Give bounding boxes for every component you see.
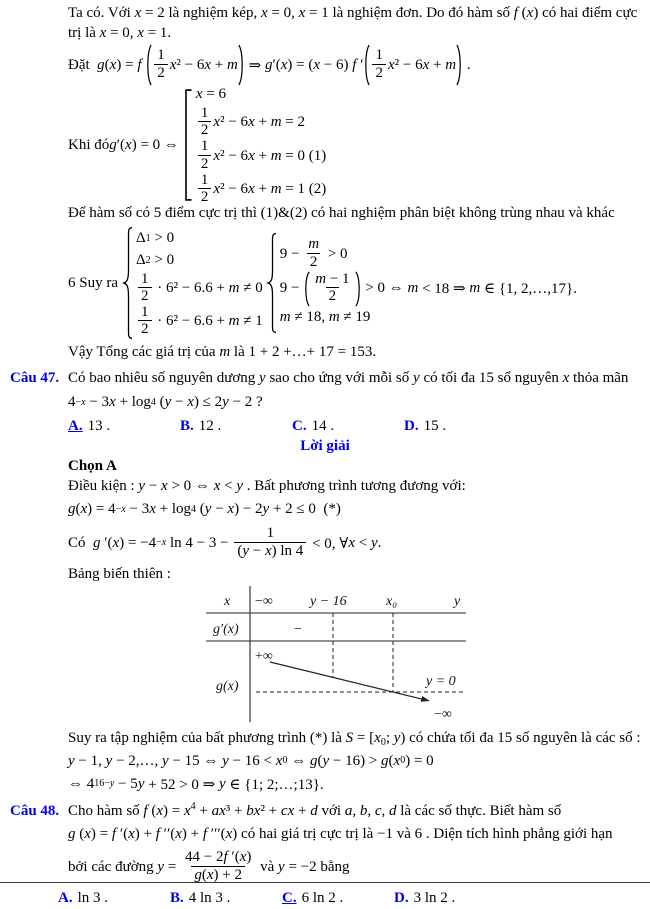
option-letter: B. bbox=[170, 890, 184, 906]
option-text: 15 . bbox=[423, 418, 447, 434]
question-47-text: Có bao nhiêu số nguyên dương y sao cho ứng với mỗi số y có tối đa 15 số nguyên x thỏa mãn bbox=[68, 370, 629, 386]
line-gx: g ( x ) = 4 −x − 3 x + log 4 ( y − x ) − 2 y + 2 ≤ 0 (*) bbox=[68, 501, 341, 517]
option-letter: B. bbox=[180, 418, 194, 434]
big-close-paren-icon bbox=[355, 271, 362, 307]
question-47-label: Câu 47. bbox=[10, 370, 60, 386]
question-48-line3: bởi các đường y = $\frac{44 - 2f '(x)}{g(x) + 2}$ và y = −2 bằng bbox=[68, 849, 350, 883]
option-c bbox=[282, 890, 394, 907]
big-open-paren-icon bbox=[363, 44, 370, 86]
brace-group-1 bbox=[123, 227, 263, 339]
variation-table bbox=[200, 586, 470, 722]
question-48 bbox=[10, 801, 644, 822]
paragraph-intro: Ta có. Với x = 2 là nghiệm kép, x = 0, x = 1 là nghiệm đơn. Do đó hàm số f (x) có hai điểm cực trị là x = 0, x = 1. bbox=[68, 5, 638, 41]
option-letter: D. bbox=[394, 890, 409, 906]
question-47-formula: 4 −x − 3 x + log 4 ( y − x ) ≤ 2 y − 2 ? bbox=[68, 394, 263, 410]
question-48-line2: g (x) = f ′(x) + f ′′(x) + f ′′′(x) có hai giá trị cực trị là −1 và 6 . Diện tích hình phẳng giới hạn bbox=[68, 826, 613, 842]
option-text: 13 . bbox=[87, 418, 111, 434]
tick-y: y bbox=[454, 594, 461, 609]
math-row: $\frac{1}{2}$ x ² − 6 x + m = 2 bbox=[196, 106, 326, 139]
option-letter: A. bbox=[68, 418, 83, 434]
option-c bbox=[292, 418, 404, 435]
math-row: Δ 2 > 0 bbox=[136, 252, 175, 269]
conditions-rows-1 bbox=[136, 228, 263, 339]
question-47-options bbox=[68, 416, 650, 437]
option-text: 14 . bbox=[311, 418, 335, 434]
page-bottom-rule bbox=[0, 882, 650, 883]
line-suy-ra-s3: ⇔ 4 16−y − 5 y + 52 > 0 ⇒ y ∈ {1; 2;…;13}. bbox=[68, 775, 324, 793]
option-b bbox=[170, 890, 282, 907]
math-row: m ≠ 18, m ≠ 19 bbox=[279, 309, 371, 326]
question-48-label: Câu 48. bbox=[10, 803, 60, 819]
line-dieu-kien: Điều kiện : y − x > 0 ⇔ x < y . Bất phương trình tương đương với: bbox=[68, 478, 466, 494]
asymptote-label: y = 0 bbox=[426, 674, 456, 689]
chosen-answer-text: Chọn A bbox=[68, 458, 117, 474]
line-suy-ra-s1: Suy ra tập nghiệm của bất phương trình (*) là $S = [x_0$; y) có chứa tối đa 15 số nguyên là các số : bbox=[68, 730, 641, 748]
tick-x0: x₀ bbox=[386, 594, 398, 609]
math-row: $\frac{1}{2}$ x ² − 6 x + m = 1 (2) bbox=[196, 173, 326, 206]
table-x-header: x bbox=[224, 594, 231, 609]
option-text: 3 ln 2 . bbox=[413, 890, 456, 906]
option-letter: A. bbox=[58, 890, 73, 906]
cases-label: Khi đó g ′( x ) = 0 ⇔ bbox=[68, 136, 179, 153]
option-letter: C. bbox=[292, 418, 307, 434]
question-48-text: Cho hàm số f $(x) = x^4 + ax^3 + bx^2$ + cx + d với a, b, c, d là các số thực. Biết hàm số bbox=[68, 801, 562, 819]
cases-rows bbox=[196, 84, 326, 206]
cases-block-gprime bbox=[68, 87, 650, 203]
big-close-paren-icon bbox=[238, 44, 245, 86]
paragraph-de-ham-so: Để hàm số có 5 điểm cực trị thì (1)&(2) có hai nghiệm phân biệt không trùng nhau và khác bbox=[68, 205, 615, 221]
option-letter: C. bbox=[282, 890, 297, 906]
option-text: 12 . bbox=[198, 418, 222, 434]
option-d bbox=[394, 890, 455, 907]
curly-brace-icon bbox=[267, 233, 277, 333]
option-text: 6 ln 2 . bbox=[301, 890, 344, 906]
big-open-paren-icon bbox=[303, 271, 310, 307]
tick-minus-inf: −∞ bbox=[255, 594, 273, 609]
question-47 bbox=[10, 368, 644, 389]
math-row: $\frac{1}{2}$ · 6² − 6.6 + m ≠ 1 bbox=[136, 305, 263, 338]
tick-y-minus-16: y − 16 bbox=[310, 594, 347, 609]
math-row: Δ 1 > 0 bbox=[136, 230, 175, 247]
suy-ra-block bbox=[68, 224, 650, 342]
math-row: $\frac{1}{2}$ x ² − 6 x + m = 0 (1) bbox=[196, 139, 326, 172]
table-g-header: g(x) bbox=[216, 679, 239, 694]
question-48-options bbox=[58, 888, 650, 909]
option-a bbox=[58, 890, 170, 907]
g-limit-minus-inf: −∞ bbox=[434, 707, 452, 722]
option-b bbox=[180, 418, 292, 435]
option-a bbox=[68, 418, 180, 435]
option-d bbox=[404, 418, 446, 435]
math-row: x = 6 bbox=[195, 86, 227, 103]
variation-table-wrap bbox=[200, 586, 650, 724]
g-limit-plus-inf: +∞ bbox=[255, 649, 273, 664]
conditions-rows-2 bbox=[280, 237, 577, 328]
line-g-prime-x: Có g ′( x ) = −4 −x ln 4 − 3 − $\frac{1}{(y - x) \ln 4}$ < 0, ∀ x < y . bbox=[68, 525, 382, 559]
option-text: ln 3 . bbox=[77, 890, 109, 906]
option-letter: D. bbox=[404, 418, 419, 434]
square-bracket-icon bbox=[184, 89, 192, 201]
paragraph-conclusion: Vậy Tổng các giá trị của m là 1 + 2 +…+ 17 = 153. bbox=[68, 344, 377, 360]
brace-group-2 bbox=[267, 233, 577, 333]
suy-ra-label: 6 Suy ra bbox=[68, 274, 118, 291]
math-row: 9 − $\frac{m}{2}$ > 0 bbox=[279, 236, 348, 270]
loi-giai-heading: Lời giải bbox=[300, 438, 350, 454]
big-open-paren-icon bbox=[145, 44, 152, 86]
math-row: $\frac{1}{2}$ · 6² − 6.6 + m ≠ 0 bbox=[136, 272, 263, 305]
curly-brace-icon bbox=[123, 227, 133, 339]
line-dat-gx: Đặt g ( x ) = f $\frac{1}{2}$ x ² − 6 x + m ⇒ g ′( x ) = ( x − 6) f ′ $\frac{1}{2}$ x ² − 6 x + m . bbox=[68, 43, 650, 87]
gprime-sign: − bbox=[294, 622, 302, 637]
arrow-head-icon bbox=[421, 696, 430, 702]
big-close-paren-icon bbox=[456, 44, 463, 86]
table-gprime-header: g′(x) bbox=[213, 622, 239, 637]
math-row: 9 − $\frac{m - 1}{2}$ > 0 ⇔ m < 18 ⇒ m ∈ {1, 2,…,17}. bbox=[280, 271, 577, 307]
line-suy-ra-s2: y − 1, y − 2,…, y − 15 ⇔ y − 16 < x 0 ⇔ g ( y − 16) > g ( x 0 ) = 0 bbox=[68, 752, 434, 769]
option-text: 4 ln 3 . bbox=[188, 890, 231, 906]
variation-table-title: Bảng biến thiên : bbox=[68, 566, 171, 582]
